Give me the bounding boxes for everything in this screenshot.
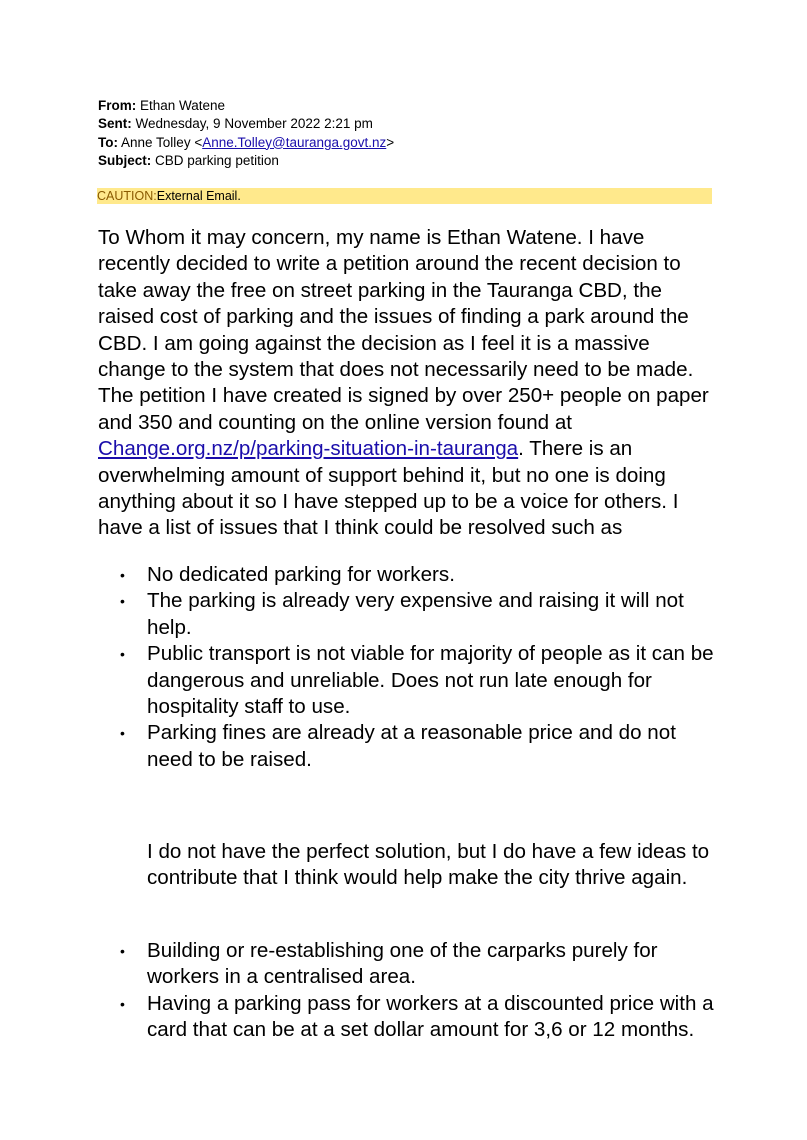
issue-text: No dedicated parking for workers. <box>147 563 455 586</box>
to-row <box>98 134 718 152</box>
bullet-icon: • <box>120 567 125 583</box>
intro-text-after-link: . There is an overwhelming amount of support behind it, but no one is doing anything about it so I have stepped up to be a voice for others. I have a list of issues that I think could be resolved such as <box>98 437 679 540</box>
to-label: To: <box>98 134 118 150</box>
bullet-icon: • <box>120 995 125 1012</box>
sent-label: Sent: <box>98 116 132 132</box>
from-label: From: <box>98 98 137 113</box>
from-row <box>98 97 718 115</box>
subject-value: CBD parking petition <box>155 152 279 168</box>
bullet-icon: • <box>120 646 125 663</box>
email-header <box>98 97 718 170</box>
subject-row <box>98 152 718 170</box>
intro-text-before-link: To Whom it may concern, my name is Ethan Watene. I have recently decided to write a petition around the recent decision to take away the free on street parking in the Tauranga CBD, the raised cost of parking and the issues of finding a park around the CBD. I am going against the decision as I feel it is a massive change to the system that does not necessarily need to be made. The petition I have created is signed by over 250+ people on paper and 350 and counting on the online version found at <box>98 226 709 434</box>
petition-link[interactable]: Change.org.nz/p/parking-situation-in-tauranga <box>98 437 519 461</box>
issues-list <box>98 562 718 773</box>
ideas-list <box>98 938 718 1044</box>
sent-row <box>98 115 718 133</box>
issue-text: Public transport is not viable for majority of people as it can be dangerous and unreliable. Does not run late enough for hospitality staff to use. <box>147 642 714 719</box>
list-item <box>98 641 718 720</box>
to-name: Anne Tolley < <box>121 134 203 150</box>
idea-text: Building or re-establishing one of the carparks purely for workers in a centralised area. <box>147 939 658 989</box>
to-close: > <box>386 134 395 150</box>
ideas-intro: I do not have the perfect solution, but I do have a few ideas to contribute that I think would help make the city thrive again. <box>147 840 710 890</box>
email-body-intro <box>98 225 718 542</box>
subject-label: Subject: <box>98 152 152 168</box>
bullet-icon: • <box>120 725 125 742</box>
caution-text: External Email. <box>156 189 241 203</box>
list-item <box>98 720 718 773</box>
from-value: Ethan Watene <box>140 98 226 113</box>
caution-tag: CAUTION: <box>97 189 157 203</box>
to-email-link[interactable]: Anne.Tolley@tauranga.govt.nz <box>202 134 387 150</box>
sent-value: Wednesday, 9 November 2022 2:21 pm <box>135 116 373 132</box>
intro-paragraph <box>98 225 718 542</box>
list-item <box>98 588 718 641</box>
list-item <box>98 562 718 588</box>
issue-text: Parking fines are already at a reasonable price and do not need to be raised. <box>147 721 676 771</box>
idea-text: Having a parking pass for workers at a discounted price with a card that can be at a set dollar amount for 3,6 or 12 months. <box>147 991 714 1042</box>
list-item <box>98 938 718 991</box>
bullet-icon: • <box>120 943 125 959</box>
issue-text: The parking is already very expensive and raising it will not help. <box>147 589 684 639</box>
list-item <box>98 991 718 1044</box>
caution-banner <box>97 188 712 204</box>
bullet-icon: • <box>120 593 125 610</box>
